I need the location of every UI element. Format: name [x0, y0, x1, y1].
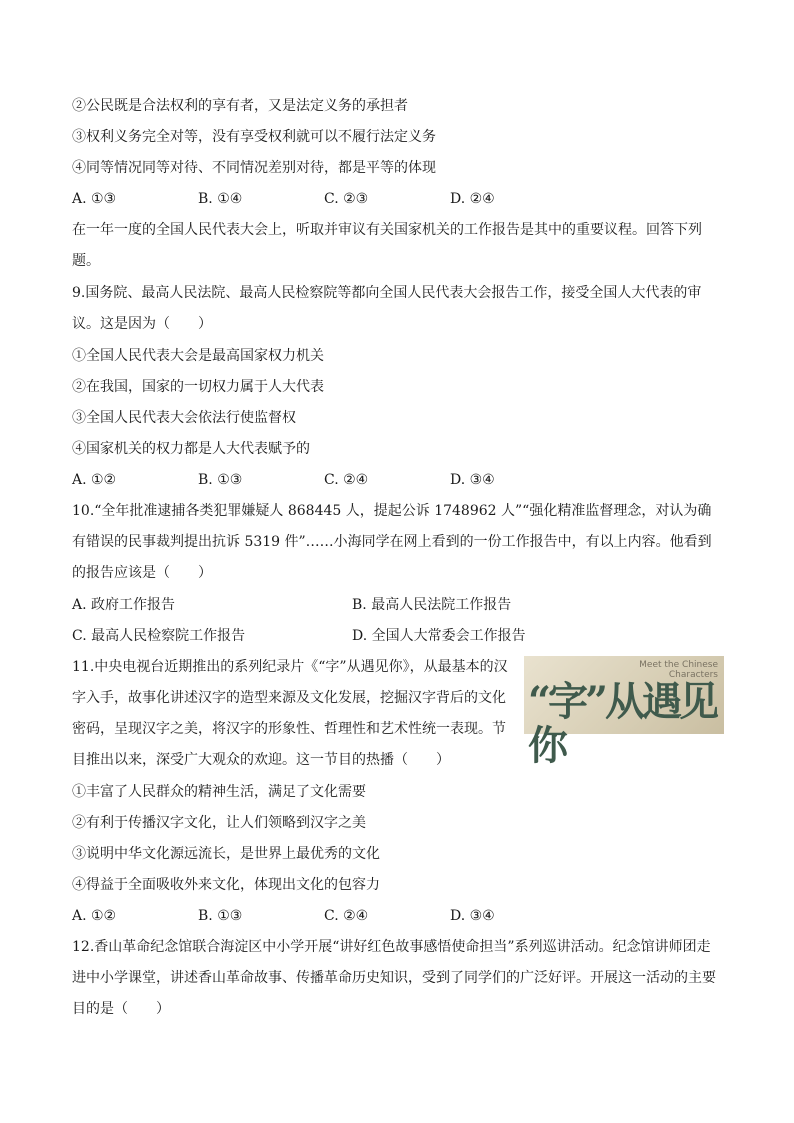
q9-statement-4: ④国家机关的权力都是人大代表赋予的 [72, 441, 310, 457]
q11-statement-4: ④得益于全面吸收外来文化，体现出文化的包容力 [72, 877, 380, 893]
q9-option-c[interactable]: C. ②④ [324, 472, 369, 488]
option-b[interactable]: B. ①④ [198, 191, 243, 207]
statement-4: ④同等情况同等对待、不同情况差别对待，都是平等的体现 [72, 160, 436, 176]
q10-option-b[interactable]: B. 最高人民法院工作报告 [352, 597, 512, 613]
q9-statement-2: ②在我国，国家的一切权力属于人大代表 [72, 379, 324, 395]
option-d[interactable]: D. ②④ [450, 191, 495, 207]
q11-options [72, 906, 724, 926]
question-11 [72, 652, 724, 776]
exam-page [72, 96, 724, 1031]
poster-chinese-title: “字”从遇见你 [528, 678, 717, 769]
q9-statement-3: ③全国人民代表大会依法行使监督权 [72, 410, 296, 426]
answer-options [72, 189, 724, 209]
q11-option-c[interactable]: C. ②④ [324, 908, 369, 924]
q9-option-d[interactable]: D. ③④ [450, 472, 495, 488]
question-10-stem: 10.“全年批准逮捕各类犯罪嫌疑人 868445 人，提起公诉 1748962 人”“强化精准监督理念，对认为确有错误的民事裁判提出抗诉 5319 件”……小海同学在网上看到的一份工作报告中，有以上内容。他看到的报告应该是（ ） [72, 503, 712, 581]
q10-option-d[interactable]: D. 全国人大常委会工作报告 [352, 628, 526, 644]
q9-options [72, 470, 724, 490]
q10-options-row-2 [72, 626, 724, 646]
q11-statement-3: ③说明中华文化源远流长，是世界上最优秀的文化 [72, 846, 380, 862]
question-12-stem: 12.香山革命纪念馆联合海淀区中小学开展“讲好红色故事感悟使命担当”系列巡讲活动。纪念馆讲师团走进中小学课堂，讲述香山革命故事、传播革命历史知识，受到了同学们的广泛好评。开展这一活动的主要目的是（ ） [72, 939, 716, 1017]
q10-option-c[interactable]: C. 最高人民检察院工作报告 [72, 628, 246, 644]
q11-option-d[interactable]: D. ③④ [450, 908, 495, 924]
q11-statement-2: ②有利于传播汉字文化，让人们领略到汉字之美 [72, 815, 366, 831]
group-intro: 在一年一度的全国人民代表大会上，听取并审议有关国家机关的工作报告是其中的重要议程。回答下列题。 [72, 222, 702, 269]
question-11-stem: 11.中央电视台近期推出的系列纪录片《“字”从遇见你》，从最基本的汉字入手，故事化讲述汉字的造型来源及文化发展，挖掘汉字背后的文化密码，呈现汉字之美，将汉字的形象性、哲理性和艺术性统一表现。节目推出以来，深受广大观众的欢迎。这一节目的热播（ ） [72, 659, 508, 768]
q9-option-b[interactable]: B. ①③ [198, 472, 243, 488]
question-9-stem: 9.国务院、最高人民法院、最高人民检察院等都向全国人民代表大会报告工作，接受全国人大代表的审议。这是因为（ ） [72, 285, 702, 332]
option-a[interactable]: A. ①③ [72, 191, 117, 207]
q11-option-a[interactable]: A. ①② [72, 908, 117, 924]
option-c[interactable]: C. ②③ [324, 191, 369, 207]
poster-english-title: Meet the Chinese Characters [639, 660, 718, 680]
q10-option-a[interactable]: A. 政府工作报告 [72, 597, 176, 613]
q9-statement-1: ①全国人民代表大会是最高国家权力机关 [72, 348, 324, 364]
statement-2: ②公民既是合法权利的享有者，又是法定义务的承担者 [72, 98, 408, 114]
statement-3: ③权利义务完全对等，没有享受权利就可以不履行法定义务 [72, 129, 436, 145]
documentary-poster-image [524, 656, 724, 769]
q11-statement-1: ①丰富了人民群众的精神生活，满足了文化需要 [72, 784, 366, 800]
q11-option-b[interactable]: B. ①③ [198, 908, 243, 924]
q10-options-row-1 [72, 595, 724, 615]
q9-option-a[interactable]: A. ①② [72, 472, 117, 488]
